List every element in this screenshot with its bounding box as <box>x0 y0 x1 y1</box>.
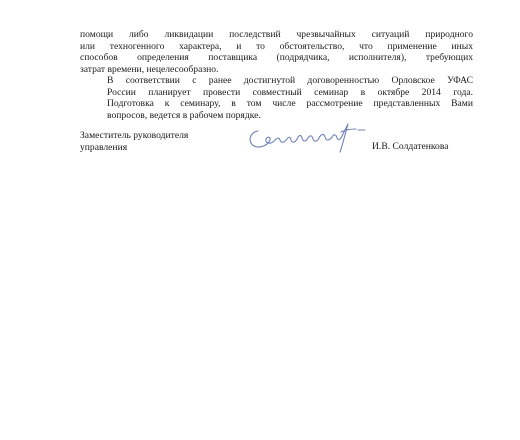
paragraph-1-line: затрат времени, нецелесообразно. <box>80 63 219 75</box>
paragraph-2 <box>80 75 473 121</box>
signatory-position-line-2: управления <box>80 141 128 153</box>
paragraph-2-line: вопросов, ведется в рабочем порядке. <box>107 109 261 121</box>
signatory-name: И.В. Солдатенкова <box>372 141 449 152</box>
paragraph-1-line: помощи либо ликвидации последствий чрезвычайных ситуаций природного <box>80 29 473 40</box>
paragraph-1 <box>80 29 473 75</box>
paragraph-2-line: Подготовка к семинару, в том числе рассмотрение представленных Вами <box>107 98 473 110</box>
paragraph-1-line: способов определения поставщика (подрядчика, исполнителя), требующих <box>80 52 473 64</box>
paragraph-2-line: В соответствии с ранее достигнутой договоренностью Орловское УФАС <box>107 75 473 86</box>
signatory-position <box>80 130 188 153</box>
paragraph-2-line: России планирует провести совместный семинар в октябре 2014 года. <box>107 86 473 98</box>
paragraph-1-line: или техногенного характера, и то обстоятельство, что применение иных <box>80 40 473 52</box>
handwritten-signature <box>244 118 384 158</box>
signatory-position-line-1: Заместитель руководителя <box>80 130 189 141</box>
